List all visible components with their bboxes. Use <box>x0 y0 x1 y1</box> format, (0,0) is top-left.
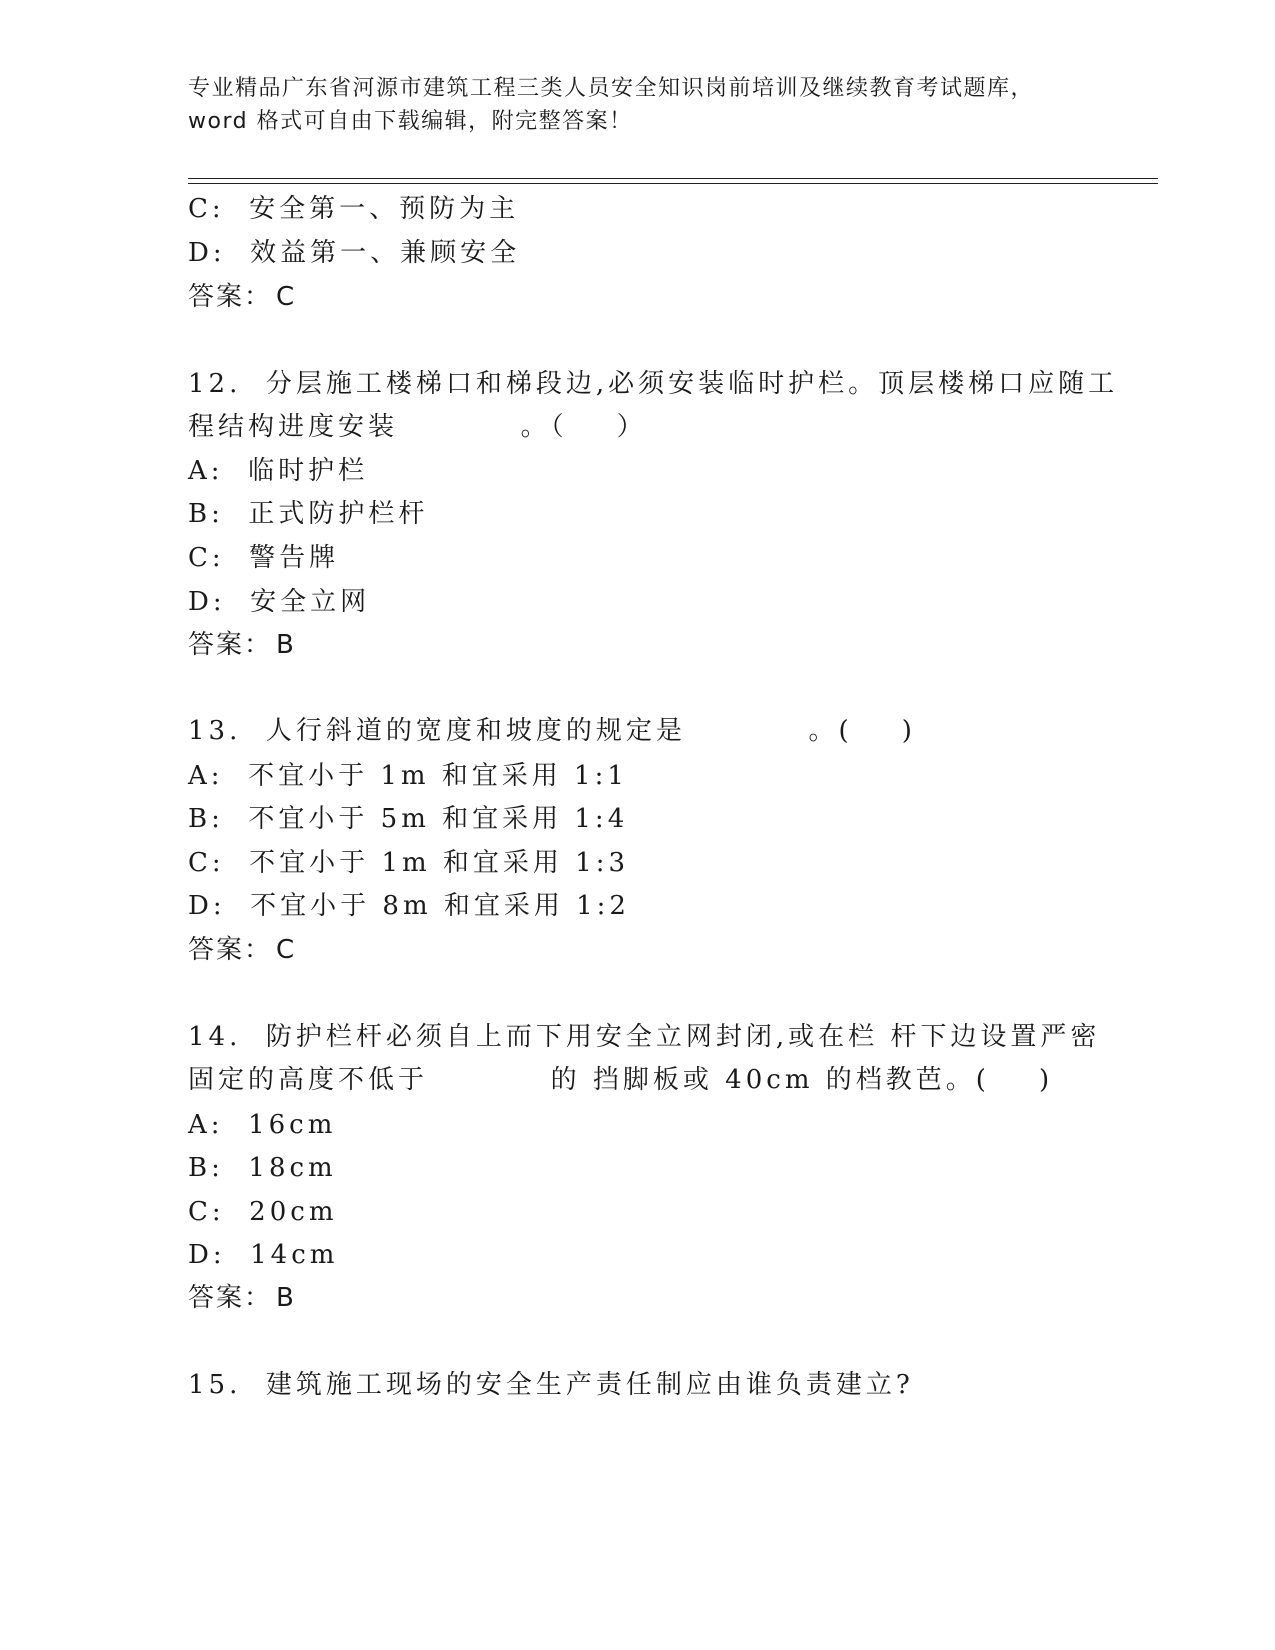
answer-value: C <box>276 935 297 965</box>
answer-value: B <box>276 1283 296 1313</box>
q13-option-a: A: 不宜小于 1m 和宜采用 1:1 <box>188 761 628 791</box>
q11-option-c: C: 安全第一、预防为主 <box>188 194 520 224</box>
q15-stem-line1: 15. 建筑施工现场的安全生产责任制应由谁负责建立? <box>188 1370 914 1400</box>
answer-label: 答案： <box>188 935 273 965</box>
q13-answer <box>188 934 296 966</box>
document-header <box>188 72 1088 138</box>
q13-stem-line1: 13. 人行斜道的宽度和坡度的规定是 。( ) <box>188 716 916 746</box>
header-divider-bottom <box>188 183 1158 184</box>
q14-stem-line1: 14. 防护栏杆必须自上而下用安全立网封闭,或在栏 杆下边设置严密 <box>188 1022 1101 1052</box>
q14-stem-line2: 固定的高度不低于 的 挡脚板或 40cm 的档教芭。( ) <box>188 1065 1054 1095</box>
answer-value: C <box>276 282 297 312</box>
q13-option-d: D: 不宜小于 8m 和宜采用 1:2 <box>188 891 630 921</box>
answer-label: 答案： <box>188 1283 273 1313</box>
q13-option-c: C: 不宜小于 1m 和宜采用 1:3 <box>188 848 630 878</box>
q12-answer <box>188 629 296 661</box>
q13-option-b: B: 不宜小于 5m 和宜采用 1:4 <box>188 804 629 834</box>
q11-option-d: D: 效益第一、兼顾安全 <box>188 238 521 268</box>
q12-stem-line2: 程结构进度安装 。（ ） <box>188 412 647 442</box>
q12-option-b: B: 正式防护栏杆 <box>188 499 429 529</box>
q12-stem-line1: 12. 分层施工楼梯口和梯段边,必须安装临时护栏。顶层楼梯口应随工 <box>188 369 1119 399</box>
q14-answer <box>188 1282 296 1314</box>
q11-answer <box>188 281 296 313</box>
header-title-line2: word 格式可自由下载编辑，附完整答案！ <box>188 109 633 134</box>
q14-option-b: B: 18cm <box>188 1153 337 1183</box>
answer-label: 答案： <box>188 282 273 312</box>
q14-option-d: D: 14cm <box>188 1240 339 1270</box>
q14-option-a: A: 16cm <box>188 1110 337 1140</box>
header-title-line1: 专业精品广东省河源市建筑工程三类人员安全知识岗前培训及继续教育考试题库， <box>188 76 1035 101</box>
header-divider-top <box>188 178 1158 179</box>
q14-option-c: C: 20cm <box>188 1197 338 1227</box>
answer-label: 答案： <box>188 630 273 660</box>
q12-option-c: C: 警告牌 <box>188 543 340 573</box>
q12-option-a: A: 临时护栏 <box>188 456 369 486</box>
q12-option-d: D: 安全立网 <box>188 587 371 617</box>
answer-value: B <box>276 630 296 660</box>
